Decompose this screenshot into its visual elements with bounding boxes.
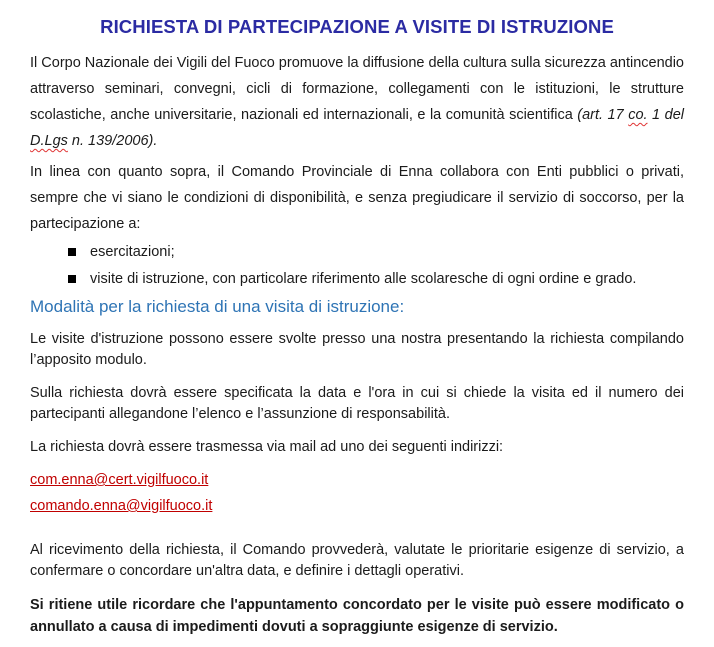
law-ref-part: (art. 17 — [577, 107, 629, 123]
list-item-text: visite di istruzione, con particolare riferimento alle scolaresche di ogni ordine e grado. — [90, 271, 637, 287]
bullet-square-icon — [68, 248, 76, 256]
intro-text: Il Corpo Nazionale dei Vigili del Fuoco promuove la diffusione della cultura sulla sicurezza antincendio attraverso seminari, convegni, cicli di formazione, collegamenti con le istituzioni, le strutture scolastiche, anche universitarie, nazionali ed internazionali, e la comunità scientifica — [30, 55, 684, 123]
spellcheck-underline-co: co. — [628, 107, 648, 123]
bullet-square-icon — [68, 275, 76, 283]
email-link-comando[interactable]: comando.enna@vigilfuoco.it — [30, 498, 213, 514]
list-item — [68, 242, 684, 262]
law-ref-part: 1 del — [647, 107, 684, 123]
transmission-paragraph: La richiesta dovrà essere trasmessa via mail ad uno dei seguenti indirizzi: — [30, 439, 504, 455]
email-row — [30, 470, 684, 496]
intro-paragraph — [30, 50, 684, 154]
email-row — [30, 496, 684, 522]
request-details-paragraph: Sulla richiesta dovrà essere specificata la data e l'ora in cui si chiede la visita ed il numero dei partecipanti allegandone l’elenco e l’assunzione di responsabilità. — [30, 385, 684, 422]
spellcheck-underline-dlgs: D.Lgs — [30, 133, 68, 149]
law-ref-part: n. 139/2006). — [67, 133, 158, 149]
visits-paragraph: Le visite d'istruzione possono essere svolte presso una nostra presentando la richiesta compilando l’apposito modulo. — [30, 331, 684, 368]
email-link-cert[interactable]: com.enna@cert.vigilfuoco.it — [30, 472, 209, 488]
collaboration-paragraph: In linea con quanto sopra, il Comando Provinciale di Enna collabora con Enti pubblici o privati, sempre che vi siano le condizioni di disponibilità, e senza pregiudicare il servizio di soccorso, per la partecipazione a: — [30, 164, 684, 232]
section-heading: Modalità per la richiesta di una visita di istruzione: — [30, 297, 405, 316]
list-item — [68, 269, 684, 289]
list-item-text: esercitazioni; — [90, 244, 175, 260]
activities-list — [30, 242, 684, 289]
email-links — [30, 470, 684, 522]
confirmation-paragraph: Al ricevimento della richiesta, il Comando provvederà, valutate le prioritarie esigenze di servizio, a confermare o concordare un'altra data, e definire i dettagli operativi. — [30, 542, 684, 579]
page-title: RICHIESTA DI PARTECIPAZIONE A VISITE DI ISTRUZIONE — [100, 16, 614, 37]
notice-paragraph: Si ritiene utile ricordare che l'appuntamento concordato per le visite può essere modificato o annullato a causa di impedimenti dovuti a sopraggiunte esigenze di servizio. — [30, 597, 684, 635]
